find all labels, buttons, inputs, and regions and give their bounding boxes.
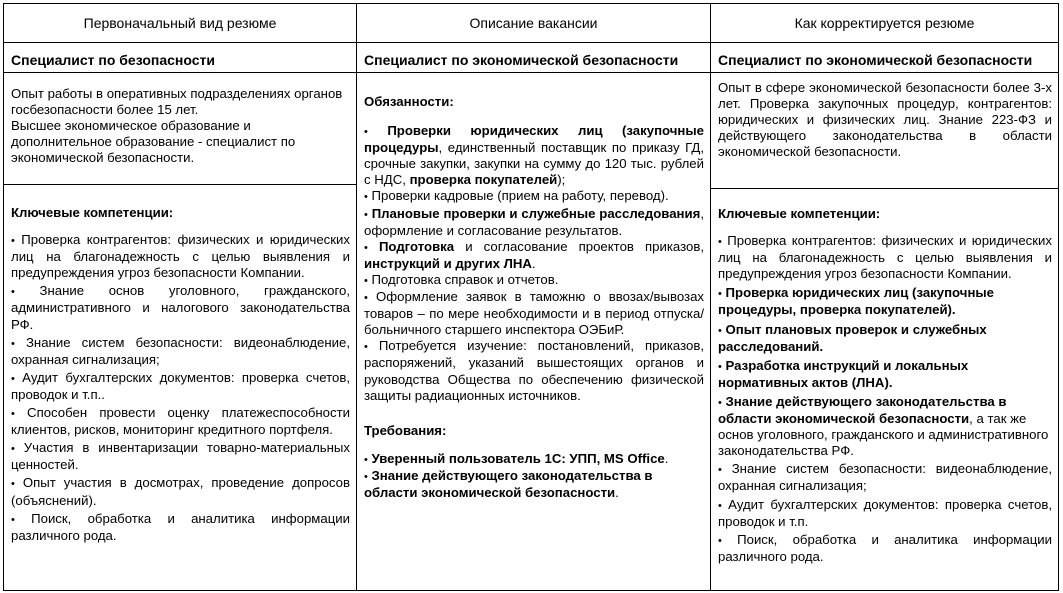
list-item: • Проверки юридических лиц (закупочные процедуры, единственный поставщик по приказу ГД, срочные закупки, закупки на сумму до 120 тыс. рублей с НДС, проверка покупателей); xyxy=(364,123,704,188)
list-item: • Поиск, обработка и аналитика информации различного рода. xyxy=(11,510,350,543)
duties-block xyxy=(364,94,704,501)
column-corrected-resume xyxy=(710,4,1058,590)
comparison-table xyxy=(3,3,1059,591)
requirements-label: Требования: xyxy=(364,422,447,438)
list-item: • Проверка контрагентов: физических и юридических лиц на благонадежность с целью выявления и предупреждения угроз безопасности Компании. xyxy=(11,232,350,281)
list-item: • Знание систем безопасности: видеонаблюдение, охранная сигнализация; xyxy=(11,334,350,367)
list-item: • Опыт участия в досмотрах, проведение допросов (объяснений). xyxy=(11,475,351,508)
experience-line: Высшее экономическое образование и дополнительное образование - специалист по экономической безопасности. xyxy=(11,118,296,166)
list-item: • Участия в инвентаризации товарно-материальных ценностей. xyxy=(11,440,350,473)
list-item: • Подготовка справок и отчетов. xyxy=(364,271,559,287)
column-header: Описание вакансии xyxy=(469,15,598,31)
list-item: • Разработка инструкций и локальных нормативных актов (ЛНА). xyxy=(718,357,969,390)
list-item: • Поиск, обработка и аналитика информации различного рода. xyxy=(718,531,1052,564)
competencies-block xyxy=(718,206,1052,565)
column-header: Первоначальный вид резюме xyxy=(83,15,277,31)
list-item: • Плановые проверки и служебные расследования, оформление и согласование результатов. xyxy=(364,205,704,238)
list-item: • Потребуется изучение: постановлений, приказов, распоряжений, указаний вышестоящих органов и руководства Общества по обеспечению физической защиты радиационных источников. xyxy=(364,338,704,403)
list-item: • Подготовка и согласование проектов приказов, инструкций и других ЛНА. xyxy=(364,238,704,271)
position-title: Специалист по экономической безопасности xyxy=(364,52,679,68)
list-item: • Знание систем безопасности: видеонаблюдение, охранная сигнализация; xyxy=(718,461,1052,494)
list-item: • Аудит бухгалтерских документов: проверка счетов, проводок и т.п. xyxy=(718,496,1052,529)
competencies-block xyxy=(11,205,350,544)
list-item: • Знание основ уголовного, гражданского, административного и налогового законодательства РФ. xyxy=(11,283,350,332)
experience-line: Опыт работы в оперативных подразделениях органов госбезопасности более 15 лет. xyxy=(11,86,343,118)
column-vacancy xyxy=(356,4,710,590)
column-header: Как корректируется резюме xyxy=(794,15,975,31)
list-item: • Проверка юридических лиц (закупочные процедуры, проверка покупателей). xyxy=(718,285,995,318)
list-item: • Способен провести оценку платежеспособности клиентов, рисков, мониторинг кредитного портфеля. xyxy=(11,405,350,438)
list-item: • Опыт плановых проверок и служебных расследований. xyxy=(718,321,987,354)
list-item: • Знание действующего законодательства в области экономической безопасности. xyxy=(364,467,653,500)
column-original-resume xyxy=(4,4,356,590)
list-item: • Аудит бухгалтерских документов: проверка счетов, проводок и т.п.. xyxy=(11,369,350,402)
duties-label: Обязанности: xyxy=(364,94,454,109)
list-item: • Оформление заявок в таможню о ввозах/вывозах товаров – по мере необходимости и в период отпуска/больничного старшего инспектора ОЭБиР. xyxy=(364,289,704,338)
experience-block: Опыт в сфере экономической безопасности более 3-х лет. Проверка закупочных процедур, контрагентов: юридических и физических лиц. Знание 223-ФЗ и действующего законодательства в области экономической безопасности. xyxy=(718,80,1052,160)
position-title: Специалист по безопасности xyxy=(11,52,215,68)
experience-block xyxy=(11,86,350,166)
list-item: • Уверенный пользователь 1С: УПП, MS Office. xyxy=(364,450,669,466)
list-item: • Проверка контрагентов: физических и юридических лиц на благонадежность с целью выявления и предупреждения угроз безопасности Компании. xyxy=(718,233,1052,282)
list-item: • Проверки кадровые (прием на работу, перевод). xyxy=(364,188,669,204)
position-title: Специалист по экономической безопасности xyxy=(718,52,1033,68)
list-item: • Знание действующего законодательства в области экономической безопасности, а так же основ уголовного, гражданского и административного законодательства РФ. xyxy=(718,393,1049,459)
competencies-label: Ключевые компетенции: xyxy=(718,206,881,221)
competencies-label: Ключевые компетенции: xyxy=(11,205,174,220)
